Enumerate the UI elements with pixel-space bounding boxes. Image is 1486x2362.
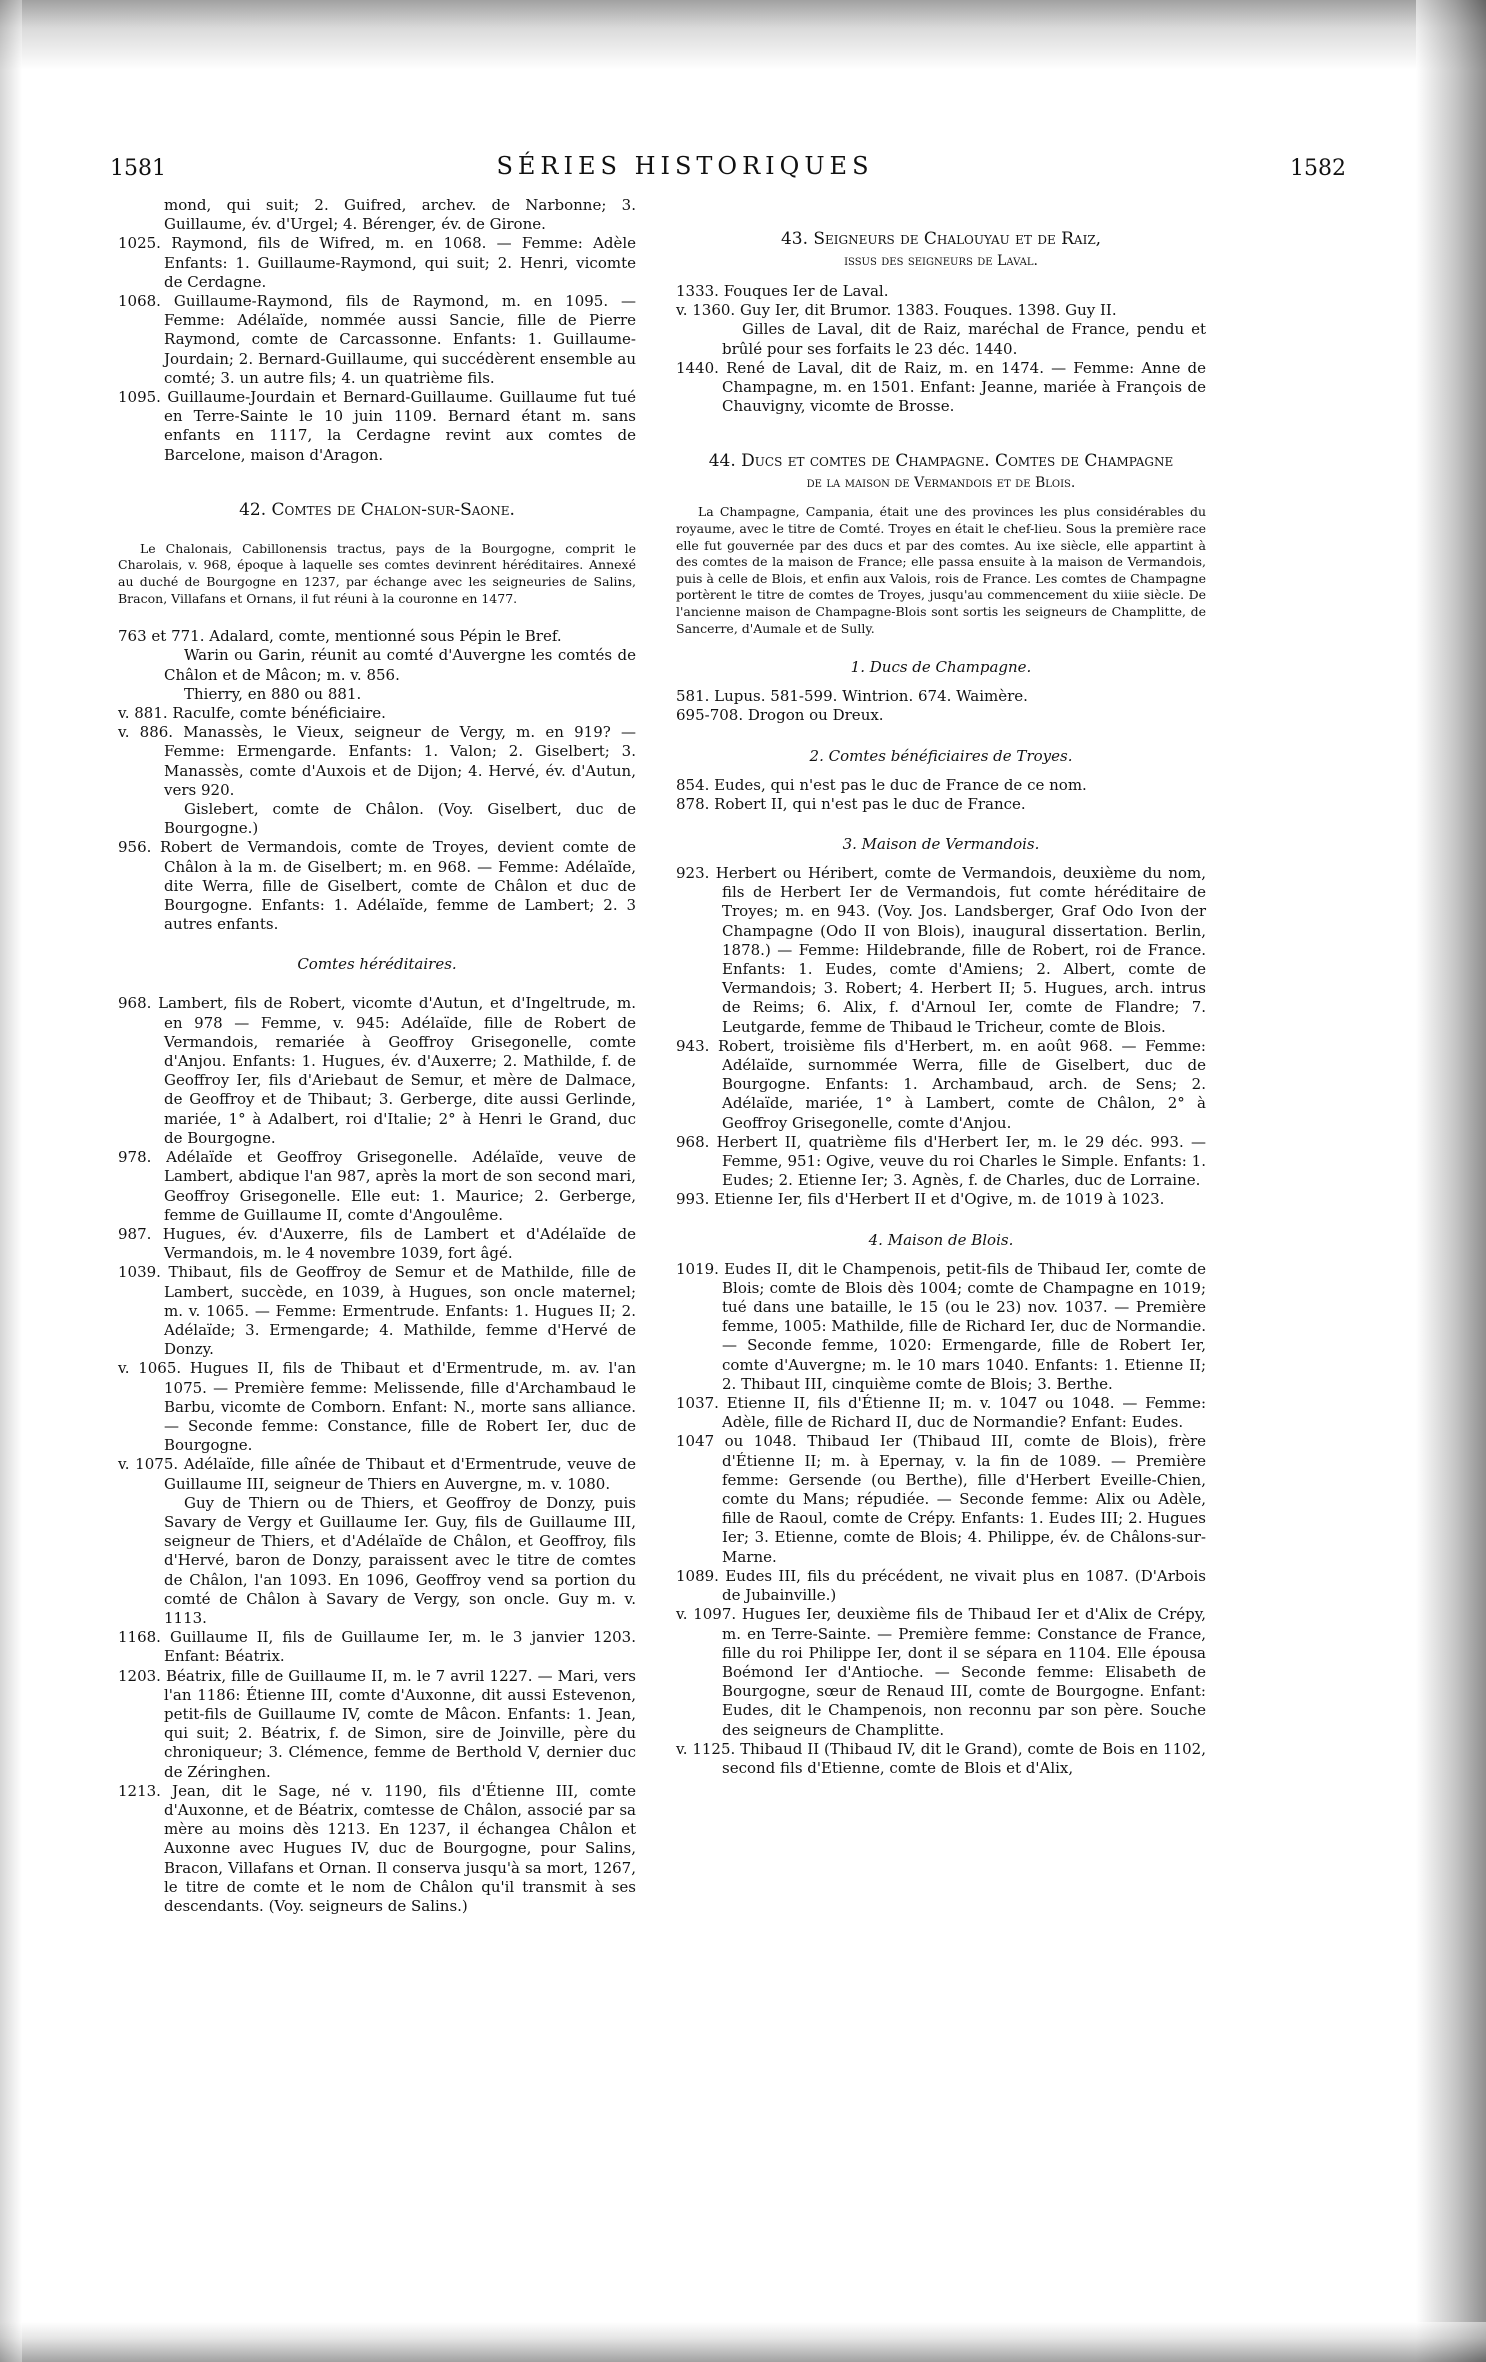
entry-1075: v. 1075. Adélaïde, fille aînée de Thibaut et d'Ermentrude, veuve de Guillaume III, seigneur de Thiers en Auvergne, m. v. 1080.: [118, 1455, 636, 1493]
subsection-hereditaires: Comtes héréditaires.: [297, 955, 457, 974]
entry-1025: 1025. Raymond, fils de Wifred, m. en 1068. — Femme: Adèle Enfants: 1. Guillaume-Raymond, qui suit; 2. Henri, vicomte de Cerdagne.: [118, 234, 636, 291]
entry-943: 943. Robert, troisième fils d'Herbert, m. en août 968. — Femme: Adélaïde, surnommée Werra, fille de Giselbert, duc de Bourgogne. Enfants: 1. Archambaud, arch. de Sens; 2. Adélaïde, mariée, 1° à Lambert, comte de Châlon, 2° à Geoffroy Grisegonelle, comte d'Anjou.: [676, 1036, 1206, 1132]
entry-1095: 1095. Guillaume-Jourdain et Bernard-Guillaume. Guillaume fut tué en Terre-Sainte le 10 juin 1109. Bernard étant m. sans enfants en 1117, la Cerdagne revint aux comtes de Barcelone, maison d'Aragon.: [118, 388, 636, 464]
entry-gislebert: Gislebert, comte de Châlon. (Voy. Giselbert, duc de Bourgogne.): [164, 800, 636, 838]
running-title: SÉRIES HISTORIQUES: [496, 152, 874, 180]
left-column: [118, 196, 636, 1916]
entry-1037: 1037. Etienne II, fils d'Étienne II; m. v. 1047 ou 1048. — Femme: Adèle, fille de Richard II, duc de Normandie? Enfant: Eudes.: [676, 1394, 1206, 1432]
right-column: [676, 228, 1206, 1778]
entry-695: 695-708. Drogon ou Dreux.: [676, 706, 884, 725]
entry-1203: 1203. Béatrix, fille de Guillaume II, m. le 7 avril 1227. — Mari, vers l'an 1186: Étienne III, comte d'Auxonne, dit aussi Estevenon, petit-fils de Guillaume IV, comte de Mâcon. Enfants: 1. Jean, qui suit; 2. Béatrix, f. de Simon, sire de Joinville, père du chroniqueur; 3. Clémence, femme de Berthold V, dernier duc de Zéringhen.: [118, 1666, 636, 1781]
entry-1440: 1440. René de Laval, dit de Raiz, m. en 1474. — Femme: Anne de Champagne, m. en 1501. Enfant: Jeanne, mariée à François de Chauvigny, vicomte de Brosse.: [676, 358, 1206, 416]
scan-shadow-right: [1416, 0, 1486, 2362]
subsection-blois: 4. Maison de Blois.: [868, 1230, 1014, 1249]
entry-881: v. 881. Raculfe, comte bénéficiaire.: [118, 704, 386, 723]
entry-thierry: Thierry, en 880 ou 881.: [184, 684, 362, 703]
page-number-right: 1582: [1290, 156, 1346, 181]
entry-987: 987. Hugues, év. d'Auxerre, fils de Lambert et d'Adélaïde de Vermandois, m. le 4 novembre 1039, fort âgé.: [118, 1224, 636, 1263]
entry-1047: 1047 ou 1048. Thibaud Ier (Thibaud III, comte de Blois), frère d'Étienne II; m. à Epernay, v. la fin de 1089. — Première femme: Gersende (ou Berthe), fille d'Herbert Eveille-Chien, comte du Mans; répudiée. — Seconde femme: Alix ou Adèle, fille de Raoul, comte de Crépy. Enfants: 1. Eudes III; 2. Hugues Ier; 3. Etienne, comte de Blois; 4. Philippe, év. de Châlons-sur-Marne.: [676, 1432, 1206, 1566]
entry-1333: 1333. Fouques Ier de Laval.: [676, 282, 889, 300]
entry-956: 956. Robert de Vermandois, comte de Troyes, devient comte de Châlon à la m. de Giselbert; m. en 968. — Femme: Adélaïde, dite Werra, fille de Giselbert, comte de Châlon et duc de Bourgogne. Enfants: 1. Adélaïde, femme de Lambert; 2. 3 autres enfants.: [118, 838, 636, 934]
entry-1213: 1213. Jean, dit le Sage, né v. 1190, fils d'Étienne III, comte d'Auxonne, et de Béatrix, comtesse de Châlon, associé par sa mère au moins dès 1213. En 1237, il échangea Châlon et Auxonne avec Hugues IV, duc de Bourgogne, pour Salins, Bracon, Villafans et Ornan. Il conserva jusqu'à sa mort, 1267, le titre de comte et le nom de Châlon qu'il transmit à ses descendants. (Voy. seigneurs de Salins.): [118, 1781, 636, 1916]
section-44-title-line1: 44. Ducs et comtes de Champagne. Comtes de Champagne: [708, 451, 1174, 472]
section-42-title: 42. Comtes de Chalon-sur-Saone.: [239, 499, 515, 520]
entry-923: 923. Herbert ou Héribert, comte de Vermandois, deuxième du nom, fils de Herbert Ier de Vermandois, fut comte héréditaire de Troyes; m. en 943. (Voy. Jos. Landsberger, Graf Odo Ivon der Champagne (Odo II von Blois), inaugural dissertation. Berlin, 1878.) — Femme: Hildebrande, fille de Robert, roi de France. Enfants: 1. Eudes, comte d'Amiens; 2. Albert, comte de Vermandois; 3. Robert; 4. Herbert II; 5. Hugues, arch. intrus de Reims; 6. Alix, f. d'Arnoul Ier, comte de Flandre; 7. Leutgarde, femme de Thibaud le Tricheur, comte de Blois.: [676, 863, 1206, 1036]
subsection-ducs: 1. Ducs de Champagne.: [850, 658, 1032, 677]
scan-shadow-bottom: [0, 2322, 1486, 2362]
entry-guy-de-thiers: Guy de Thiern ou de Thiers, et Geoffroy de Donzy, puis Savary de Vergy et Guillaume Ier. Guy, fils de Guillaume III, seigneur de Thiers, et d'Adélaïde de Châlon, et Geoffroy, fils d'Hervé, baron de Donzy, paraissent avec le titre de comtes de Châlon, l'an 1093. En 1096, Geoffroy vend sa portion du comté de Châlon à Savary de Vergy, son oncle. Guy m. v. 1113.: [164, 1493, 636, 1627]
subsection-vermandois: 3. Maison de Vermandois.: [842, 834, 1040, 853]
section-43-title-line2: issus des seigneurs de Laval.: [844, 253, 1038, 269]
entry-854: 854. Eudes, qui n'est pas le duc de France de ce nom.: [676, 775, 1087, 794]
subsection-comtes-beneficiaires: 2. Comtes bénéficiaires de Troyes.: [809, 746, 1073, 765]
entry-1097: v. 1097. Hugues Ier, deuxième fils de Thibaud Ier et d'Alix de Crépy, m. en Terre-Sainte. — Première femme: Constance de France, fille du roi Philippe Ier, dont il se sépara en 1104. Elle épousa Boémond Ier d'Antioche. — Seconde femme: Elisabeth de Bourgogne, sœur de Renaud III, comte de Bourgogne. Enfant: Eudes, dit le Champenois, non reconnu par son père. Souche des seigneurs de Champlitte.: [676, 1605, 1206, 1739]
entry-978: 978. Adélaïde et Geoffroy Grisegonelle. Adélaïde, veuve de Lambert, abdique l'an 987, après la mort de son second mari, Geoffroy Grisegonelle. Elle eut: 1. Maurice; 2. Gerberge, femme de Guillaume II, comte d'Angoulême.: [118, 1148, 636, 1224]
entry-1089: 1089. Eudes III, fils du précédent, ne vivait plus en 1087. (D'Arbois de Jubainville.): [676, 1566, 1206, 1605]
section-43-title-line1: 43. Seigneurs de Chalouyau et de Raiz,: [780, 229, 1102, 249]
entry-warin: Warin ou Garin, réunit au comté d'Auvergne les comtés de Châlon et de Mâcon; m. v. 856.: [164, 646, 636, 684]
page-number-left: 1581: [110, 156, 166, 181]
entry-1065: v. 1065. Hugues II, fils de Thibaut et d'Ermentrude, m. av. l'an 1075. — Première femme: Melissende, fille d'Archambaud le Barbu, vicomte de Comborn. Enfant: N., morte sans alliance. — Seconde femme: Constance, fille de Robert Ier, duc de Bourgogne.: [118, 1359, 636, 1455]
entry-1039: 1039. Thibaut, fils de Geoffroy de Semur et de Mathilde, fille de Lambert, succède, en 1039, à Hugues, son oncle maternel; m. v. 1065. — Femme: Ermentrude. Enfants: 1. Hugues II; 2. Adélaïde; 3. Ermengarde; 4. Mathilde, femme d'Hervé de Donzy.: [118, 1263, 636, 1359]
entry-1168: 1168. Guillaume II, fils de Guillaume Ier, m. le 3 janvier 1203. Enfant: Béatrix.: [118, 1628, 636, 1666]
entry-878: 878. Robert II, qui n'est pas le duc de France.: [676, 794, 1026, 813]
entry-1019: 1019. Eudes II, dit le Champenois, petit-fils de Thibaud Ier, comte de Blois; comte de Blois dès 1004; comte de Champagne en 1019; tué dans une bataille, le 15 (ou le 23) nov. 1037. — Première femme, 1005: Mathilde, fille de Richard Ier, duc de Normandie. — Seconde femme, 1020: Ermengarde, fille de Robert Ier, comte d'Auvergne; m. le 10 mars 1040. Enfants: 1. Etienne II; 2. Thibaut III, cinquième comte de Blois; 3. Berthe.: [676, 1259, 1206, 1393]
section-44-title-line2: de la maison de Vermandois et de Blois.: [806, 475, 1076, 492]
entry-gilles: Gilles de Laval, dit de Raiz, maréchal de France, pendu et brûlé pour ses forfaits le 23 déc. 1440.: [722, 320, 1206, 358]
scan-shadow-left: [0, 0, 22, 2362]
section-42-intro: Le Chalonais, Cabillonensis tractus, pays de la Bourgogne, comprit le Charolais, v. 968, époque à laquelle ses comtes devinrent héréditaires. Annexé au duché de Bourgogne en 1237, par échange avec les seigneuries de Salins, Bracon, Villafans et Ornans, il fut réuni à la couronne en 1477.: [118, 540, 636, 606]
entry-763: 763 et 771. Adalard, comte, mentionné sous Pépin le Bref.: [118, 627, 562, 646]
entry-968: 968. Lambert, fils de Robert, vicomte d'Autun, et d'Ingeltrude, m. en 978 — Femme, v. 945: Adélaïde, fille de Robert de Vermandois, remariée à Geoffroy Grisegonelle, comte d'Anjou. Enfants: 1. Hugues, év. d'Auxerre; 2. Mathilde, f. de Geoffroy Ier, fils d'Ariebaut de Semur, et mère de Dalmace, de Geoffroy et de Thibaut; 3. Gerberge, dite aussi Gerlinde, mariée, 1° à Adalbert, roi d'Italie; 2° à Henri le Grand, duc de Bourgogne.: [118, 994, 636, 1147]
scan-shadow-top: [0, 0, 1486, 70]
entry-1360: v. 1360. Guy Ier, dit Brumor. 1383. Fouques. 1398. Guy II.: [676, 301, 1117, 320]
entry-continuation: mond, qui suit; 2. Guifred, archev. de Narbonne; 3. Guillaume, év. d'Urgel; 4. Bérenger, év. de Girone.: [164, 196, 636, 234]
section-44-intro: La Champagne, Campania, était une des provinces les plus considérables du royaume, avec le titre de Comté. Troyes en était le chef-lieu. Sous la première race elle fut gouvernée par des ducs et par des comtes. Au ixe siècle, elle appartint à des comtes de la maison de France; elle passa ensuite à la maison de Vermandois, puis à celle de Blois, et enfin aux Valois, rois de France. Les comtes de Champagne portèrent le titre de comtes de Troyes, jusqu'au commencement du xiiie siècle. De l'ancienne maison de Champagne-Blois sont sortis les seigneurs de Champlitte, de Sancerre, d'Aumale et de Sully.: [676, 504, 1206, 636]
entry-968: 968. Herbert II, quatrième fils d'Herbert Ier, m. le 29 déc. 993. — Femme, 951: Ogive, veuve du roi Charles le Simple. Enfants: 1. Eudes; 2. Etienne Ier; 3. Agnès, f. de Charles, duc de Lorraine.: [676, 1132, 1206, 1190]
entry-1125: v. 1125. Thibaud II (Thibaud IV, dit le Grand), comte de Bois en 1102, second fils d'Etienne, comte de Blois et d'Alix,: [676, 1739, 1206, 1777]
entry-886: v. 886. Manassès, le Vieux, seigneur de Vergy, m. en 919? — Femme: Ermengarde. Enfants: 1. Valon; 2. Giselbert; 3. Manassès, comte d'Auxois et de Dijon; 4. Hervé, év. d'Autun, vers 920.: [118, 723, 636, 799]
entry-581: 581. Lupus. 581-599. Wintrion. 674. Waimère.: [676, 687, 1028, 706]
entry-993: 993. Etienne Ier, fils d'Herbert II et d'Ogive, m. de 1019 à 1023.: [676, 1190, 1165, 1209]
entry-1068: 1068. Guillaume-Raymond, fils de Raymond, m. en 1095. — Femme: Adélaïde, nommée aussi Sancie, fille de Pierre Raymond, comte de Carcassonne. Enfants: 1. Guillaume-Jourdain; 2. Bernard-Guillaume, qui succédèrent ensemble au comté; 3. un autre fils; 4. un quatrième fils.: [118, 292, 636, 387]
